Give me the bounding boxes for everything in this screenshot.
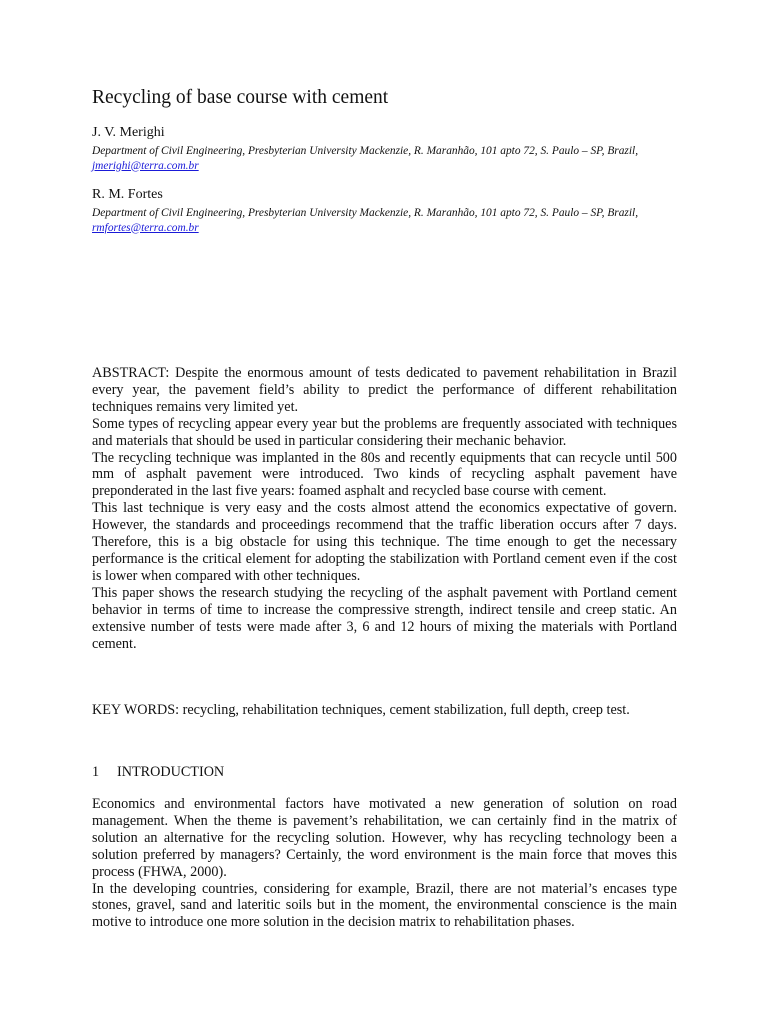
author-affiliation: [92, 144, 677, 173]
author-name: R. M. Fortes: [92, 187, 163, 202]
section-number: 1: [92, 764, 100, 780]
abstract-paragraph: This paper shows the research studying the recycling of the asphalt pavement with Portland cement behavior in terms of time to increase the compressive strength, indirect tensile and creep static. An extensive number of tests were made after 3, 6 and 12 hours of mixing the materials with Portland cement.: [92, 584, 677, 652]
abstract-paragraph: This last technique is very easy and the costs almost attend the economics expectative of govern. However, the standards and proceedings recommend that the traffic liberation occurs after 7 days. Therefore, this is a big obstacle for using this technique. The time enough to get the necessary performance is the critical element for adopting the stabilization with Portland cement even if the cost is lower when compared with other techniques.: [92, 500, 677, 584]
affiliation-text: Department of Civil Engineering, Presbyterian University Mackenzie, R. Maranhão, 101 apto 72, S. Paulo – SP, Brazil,: [92, 145, 639, 157]
section-heading: [92, 764, 677, 781]
intro-paragraph: Economics and environmental factors have motivated a new generation of solution on road management. When the theme is pavement’s rehabilitation, we can certainly find in the matrix of solution an alternative for the recycling solution. However, why has recycling technology been a solution preferred by managers? Certainly, the word environment is the main force that moves this process (FHWA, 2000).: [92, 796, 677, 880]
author-block-1: [92, 124, 677, 173]
abstract: [92, 365, 677, 652]
author-block-2: [92, 186, 677, 235]
abstract-paragraph: The recycling technique was implanted in the 80s and recently equipments that can recycle until 500 mm of asphalt pavement were introduced. Two kinds of recycling asphalt pavement have preponderated in the last five years: foamed asphalt and recycled base course with cement.: [92, 449, 677, 500]
author-affiliation: [92, 206, 677, 235]
abstract-paragraph: Some types of recycling appear every year but the problems are frequently associated with techniques and materials that should be used in particular considering their mechanic behavior.: [92, 415, 677, 449]
author-email-link[interactable]: rmfortes@terra.com.br: [92, 221, 199, 234]
affiliation-text: Department of Civil Engineering, Presbyterian University Mackenzie, R. Maranhão, 101 apto 72, S. Paulo – SP, Brazil,: [92, 207, 639, 219]
paper-title: Recycling of base course with cement: [92, 87, 389, 108]
author-email-link[interactable]: jmerighi@terra.com.br: [92, 159, 199, 172]
author-name: J. V. Merighi: [92, 125, 165, 140]
keywords: KEY WORDS: recycling, rehabilitation techniques, cement stabilization, full depth, creep test.: [92, 702, 630, 718]
section-title: INTRODUCTION: [117, 764, 225, 780]
intro-paragraph: In the developing countries, considering for example, Brazil, there are not material’s encases type stones, gravel, sand and lateritic soils but in the moment, the environmental conscience is the main motive to introduce one more solution in the decision matrix to rehabilitation phases.: [92, 880, 677, 931]
introduction-body: [92, 796, 677, 931]
abstract-paragraph: ABSTRACT: Despite the enormous amount of tests dedicated to pavement rehabilitation in Brazil every year, the pavement field’s ability to predict the performance of different rehabilitation techniques remains very limited yet.: [92, 365, 677, 415]
